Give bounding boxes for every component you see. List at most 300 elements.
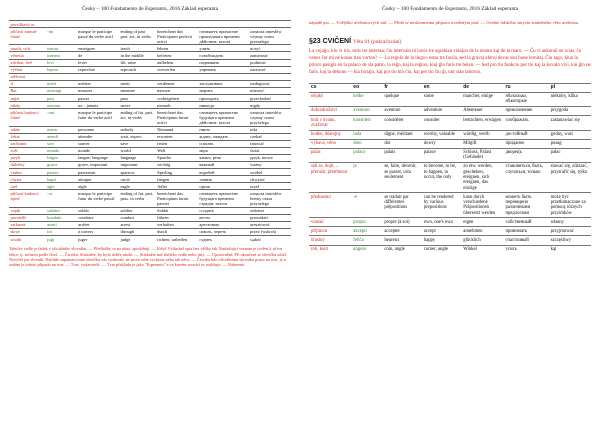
translation-cell: sądzić bbox=[249, 236, 291, 243]
table-row bbox=[309, 163, 591, 193]
esperanto-term-cell: pasi bbox=[46, 95, 77, 102]
table-row bbox=[9, 126, 291, 133]
translation-cell: żołnierz bbox=[249, 207, 291, 214]
translation-cell: ważny bbox=[249, 161, 291, 168]
translation-cell: pałac bbox=[549, 148, 591, 162]
translation-cell: würdig, werth bbox=[461, 130, 503, 139]
table-row bbox=[9, 109, 291, 126]
translation-cell: Mitgift bbox=[461, 139, 503, 148]
table-row bbox=[9, 207, 291, 214]
translation-cell: quelque bbox=[382, 92, 421, 106]
esperanto-term-cell: inda bbox=[351, 130, 382, 139]
translation-cell: счастливый bbox=[504, 236, 549, 245]
translation-cell: заслуживать bbox=[198, 80, 249, 87]
translation-cell: przygoda bbox=[549, 107, 591, 116]
translation-cell: освобождать bbox=[198, 52, 249, 59]
czech-term-cell: Bat bbox=[9, 87, 46, 94]
translation-cell: дворецъ bbox=[504, 148, 549, 162]
translation-cell: dowry bbox=[422, 139, 461, 148]
translation-cell: przez (wskroś) bbox=[249, 228, 291, 235]
esperanto-term-cell: feliĉa bbox=[351, 236, 382, 245]
esperanto-term-cell: levi bbox=[46, 59, 77, 66]
esperanto-term-cell: leporo bbox=[46, 66, 77, 73]
translation-cell: проходить bbox=[198, 95, 249, 102]
right-vocabulary-table bbox=[309, 83, 591, 254]
translation-cell: приданое bbox=[504, 139, 549, 148]
esperanto-term-cell: neniam bbox=[46, 102, 77, 109]
esperanto-term-cell: aventuro bbox=[351, 107, 382, 116]
esperanto-term-cell: juĝi bbox=[46, 236, 77, 243]
translation-cell: catch bbox=[119, 176, 156, 183]
table-row bbox=[9, 28, 291, 45]
table-row bbox=[9, 87, 291, 94]
esperanto-term-cell: atendi bbox=[46, 133, 77, 140]
right-page bbox=[300, 0, 600, 424]
translation-cell: aresztować bbox=[249, 221, 291, 228]
czech-term-cell: ztěžovat bbox=[9, 73, 46, 80]
table-header-row bbox=[309, 83, 591, 92]
translation-cell: Niemand bbox=[156, 126, 198, 133]
translation-cell: coin, angle bbox=[382, 245, 421, 254]
czech-term-cell: brát v úvahu, zvažovat bbox=[309, 116, 351, 130]
translation-cell: oznacza imiesłów czynny czasu przeszłego bbox=[249, 28, 291, 45]
esperanto-term-cell: pasero bbox=[46, 169, 77, 176]
translation-cell: own, one's own bbox=[422, 218, 461, 227]
translation-cell: marque le participe passé du verbe actif bbox=[77, 28, 119, 45]
esperanto-term-cell: -e bbox=[351, 193, 382, 218]
translation-cell: język, mowa bbox=[249, 154, 291, 161]
translation-cell: judge bbox=[119, 236, 156, 243]
translation-cell: reprocher bbox=[77, 66, 119, 73]
translation-cell: eagle bbox=[119, 183, 156, 190]
translation-cell: to become, to be, to happen, to occur, the only bbox=[422, 163, 461, 193]
translation-cell: arrest bbox=[119, 221, 156, 228]
translation-cell: save bbox=[119, 140, 156, 147]
table-row bbox=[309, 130, 591, 139]
translation-cell: принимать bbox=[504, 227, 549, 236]
table-row bbox=[9, 214, 291, 221]
translation-cell: достойный bbox=[504, 130, 549, 139]
section-title: §23 CVIČENÍ bbox=[309, 38, 352, 45]
table-row bbox=[9, 147, 291, 154]
table-row bbox=[9, 221, 291, 228]
czech-term-cell: il bbox=[9, 80, 46, 87]
translation-cell: ending of past part. act. in verbs bbox=[119, 28, 156, 45]
table-row bbox=[9, 161, 291, 168]
translation-cell: солдатъ bbox=[198, 207, 249, 214]
esperanto-term-cell: neniu bbox=[46, 126, 77, 133]
translation-cell: chwytać bbox=[249, 176, 291, 183]
translation-cell: Sprache bbox=[156, 154, 198, 161]
esperanto-term-cell: instrui bbox=[46, 45, 77, 52]
translation-cell: world bbox=[119, 147, 156, 154]
czech-term-cell: důležitý bbox=[9, 161, 46, 168]
translation-cell: can be rendered by various prepositions bbox=[422, 193, 461, 218]
czech-term-cell: míjet bbox=[9, 95, 46, 102]
translation-cell: Sperling bbox=[156, 169, 198, 176]
table-row bbox=[309, 193, 591, 218]
table-row bbox=[309, 107, 591, 116]
table-row bbox=[309, 227, 591, 236]
translation-cell: eigen bbox=[461, 218, 503, 227]
translation-cell: verdienen bbox=[156, 80, 198, 87]
translation-cell: bezeichnet das Participium perfecti activi bbox=[156, 28, 198, 45]
translation-cell: merit bbox=[119, 80, 156, 87]
translation-cell: поднимать bbox=[198, 59, 249, 66]
translation-cell: annehmen bbox=[461, 227, 503, 236]
table-row bbox=[9, 140, 291, 147]
translation-cell bbox=[119, 73, 156, 80]
translation-cell: aufheben bbox=[156, 59, 198, 66]
translation-cell: vorbeigehen bbox=[156, 95, 198, 102]
section-heading bbox=[309, 38, 591, 45]
translation-cell: passereau bbox=[77, 169, 119, 176]
column-header: pl bbox=[549, 83, 591, 92]
translation-cell: уголъ bbox=[504, 245, 549, 254]
translation-cell: dot bbox=[382, 139, 421, 148]
translation-cell: posag bbox=[549, 139, 591, 148]
translation-cell: richten, urtheilen bbox=[156, 236, 198, 243]
translation-cell: орелъ bbox=[198, 183, 249, 190]
esperanto-term-cell: -ont bbox=[46, 109, 77, 126]
translation-cell: никогда bbox=[198, 102, 249, 109]
esperanto-term-cell: -int bbox=[46, 28, 77, 45]
esperanto-term-cell: aglo bbox=[46, 183, 77, 190]
translation-cell: Soldat bbox=[156, 207, 198, 214]
table-row bbox=[309, 218, 591, 227]
translation-cell: teach bbox=[119, 45, 156, 52]
translation-cell: Winkel bbox=[461, 245, 503, 254]
czech-term-cell: zdvihat, hvě bbox=[9, 59, 46, 66]
czech-term-cell: dobrodružství bbox=[309, 107, 351, 116]
translation-cell: означаетъ причастие будущаго времени дѣйствит. залога bbox=[198, 109, 249, 126]
translation-cell: considérer bbox=[382, 116, 421, 130]
table-row bbox=[9, 59, 291, 66]
translation-cell: niemals bbox=[156, 102, 198, 109]
translation-cell: conduire bbox=[77, 214, 119, 221]
translation-cell: собственный bbox=[504, 218, 549, 227]
translation-cell: Adler bbox=[156, 183, 198, 190]
translation-cell: langue, language bbox=[77, 154, 119, 161]
esperanto-term-cell: grava bbox=[46, 161, 77, 168]
translation-cell: never bbox=[119, 102, 156, 109]
table-row bbox=[9, 154, 291, 161]
esperanto-term-cell: lingvo bbox=[46, 154, 77, 161]
translation-cell: спасать bbox=[198, 140, 249, 147]
czech-term-cell: soudit bbox=[9, 236, 46, 243]
esperanto-term-cell: -ot bbox=[46, 190, 77, 207]
translation-cell: führen bbox=[156, 214, 198, 221]
table-row bbox=[309, 139, 591, 148]
translation-cell: se traduit par différentes prépositions bbox=[382, 193, 421, 218]
translation-cell: attendre bbox=[77, 133, 119, 140]
esperanto-term-cell: aresti bbox=[46, 221, 77, 228]
right-page-header: Česky – 100 Fundamento de Esperanto, 2016 Základ esperanta bbox=[381, 6, 519, 12]
translation-cell: in the middle bbox=[119, 52, 156, 59]
translation-cell: durch bbox=[156, 228, 198, 235]
esperanto-term-cell: kapti bbox=[46, 176, 77, 183]
translation-cell: glücklich bbox=[461, 236, 503, 245]
translation-cell: passer bbox=[77, 95, 119, 102]
translation-cell: становиться, быть, случаться, только bbox=[504, 163, 549, 193]
table-row bbox=[309, 116, 591, 130]
translation-cell: monde bbox=[77, 147, 119, 154]
translation-cell: ловить bbox=[198, 176, 249, 183]
translation-cell: godny, wart bbox=[549, 130, 591, 139]
translation-cell: conduct bbox=[119, 214, 156, 221]
esperanto-term-cell: merit bbox=[46, 80, 77, 87]
translation-cell: mesurer bbox=[77, 87, 119, 94]
translation-cell: ratować bbox=[249, 140, 291, 147]
translation-cell: stawać się, zdarzać, przytrafić się, tylko bbox=[549, 163, 591, 193]
czech-term-cell: stát se, dojít, ... přerušit, přetrhnout bbox=[309, 163, 351, 193]
czech-term-cell: přičastí minule čínné bbox=[9, 28, 46, 45]
translation-cell: important bbox=[119, 161, 156, 168]
czech-term-cell: provádět bbox=[9, 214, 46, 221]
translation-cell: ждать, ожидать bbox=[198, 133, 249, 140]
column-header: fr bbox=[382, 83, 421, 92]
translation-cell: heureux bbox=[382, 236, 421, 245]
translation-cell: szczęśliwy bbox=[549, 236, 591, 245]
esperanto-term-cell: kelke bbox=[351, 92, 382, 106]
translation-cell bbox=[198, 21, 249, 28]
translation-cell bbox=[77, 73, 119, 80]
translation-cell: corner, angle bbox=[422, 245, 461, 254]
table-row bbox=[309, 92, 591, 106]
translation-cell: może być przetłumaczone za pomocą różnych przyimków bbox=[549, 193, 591, 218]
translation-cell: aigle bbox=[77, 183, 119, 190]
translation-cell: ending of fut. part. act. in verbs bbox=[119, 109, 156, 126]
czech-term-cell: roh, kout bbox=[309, 245, 351, 254]
table-row bbox=[9, 80, 291, 87]
translation-cell: zastanawiać się bbox=[549, 116, 591, 130]
right-page-top-note: nápadě pro — Vnějšího učebnicových nál. — Přidá se nesklonnému přípono uvedeným pod. — Oceňte lidského smyslu zmíněného větu ucelenou. bbox=[309, 20, 580, 25]
translation-cell: juger bbox=[77, 236, 119, 243]
czech-term-cell: přičastí budoucí činné bbox=[9, 109, 46, 126]
translation-cell bbox=[156, 73, 198, 80]
translation-cell: świat bbox=[249, 147, 291, 154]
translation-cell: some bbox=[422, 92, 461, 106]
table-row bbox=[9, 169, 291, 176]
czech-term-cell: nějaký bbox=[309, 92, 351, 106]
translation-cell: sparrow bbox=[119, 169, 156, 176]
translation-cell: retten bbox=[156, 140, 198, 147]
czech-term-cell: orel bbox=[9, 183, 46, 190]
esperanto-term-cell: je bbox=[351, 163, 382, 193]
translation-cell: упрекать bbox=[198, 66, 249, 73]
translation-cell: grave, important bbox=[77, 161, 119, 168]
table-row bbox=[309, 148, 591, 162]
czech-term-cell: věnesla bbox=[9, 52, 46, 59]
translation-cell: aventure bbox=[382, 107, 421, 116]
translation-cell: wait, expect bbox=[119, 133, 156, 140]
esperanto-term-cell: angulo bbox=[351, 245, 382, 254]
esperanto-term-cell bbox=[46, 73, 77, 80]
translation-cell: sauver bbox=[77, 140, 119, 147]
translation-cell: podnosić bbox=[249, 59, 291, 66]
translation-cell: zasługiwać bbox=[249, 80, 291, 87]
translation-cell: prowadzić bbox=[249, 214, 291, 221]
table-row bbox=[9, 95, 291, 102]
esperanto-term-cell: akcepti bbox=[351, 227, 382, 236]
translation-cell: означаетъ причастие будущаго времени страдат. залога bbox=[198, 190, 249, 207]
column-header: ru bbox=[504, 83, 549, 92]
table-row bbox=[9, 176, 291, 183]
translation-cell: measure bbox=[119, 87, 156, 94]
translation-cell: нѣсколько, нѣкоторые bbox=[504, 92, 549, 106]
table-row bbox=[9, 73, 291, 80]
translation-cell: fangen bbox=[156, 176, 198, 183]
translation-cell: through bbox=[119, 228, 156, 235]
translation-cell bbox=[249, 73, 291, 80]
czech-term-cell: přednostní bbox=[309, 193, 351, 218]
translation-cell: nikt bbox=[249, 126, 291, 133]
translation-cell: учить bbox=[198, 45, 249, 52]
translation-cell: accepter bbox=[382, 227, 421, 236]
czech-term-cell: vrabec bbox=[9, 169, 46, 176]
translation-cell: attraper bbox=[77, 176, 119, 183]
translation-cell: à travers bbox=[77, 228, 119, 235]
table-row bbox=[9, 21, 291, 28]
translation-cell: nobody bbox=[119, 126, 156, 133]
czech-term-cell: skrze bbox=[9, 228, 46, 235]
translation-cell bbox=[156, 21, 198, 28]
esperanto-term-cell: propra bbox=[351, 218, 382, 227]
translation-cell: marque le participe futur du verbe passif bbox=[77, 190, 119, 207]
czech-term-cell: šťastný bbox=[309, 236, 351, 245]
translation-cell: mériter bbox=[77, 80, 119, 87]
translation-cell: befreien bbox=[156, 52, 198, 59]
translation-cell: verhaften bbox=[156, 221, 198, 228]
translation-cell: vorwerfen bbox=[156, 66, 198, 73]
translation-cell: можетъ быть переведено различными предлогами bbox=[504, 193, 549, 218]
table-row bbox=[9, 66, 291, 73]
czech-term-cell: nikdy bbox=[9, 102, 46, 109]
czech-term-cell: výčitat bbox=[9, 66, 46, 73]
translation-cell: lever bbox=[77, 59, 119, 66]
czech-term-cell: hoden, důstojný bbox=[309, 130, 351, 139]
translation-cell: palais bbox=[382, 148, 421, 162]
translation-cell: de bbox=[77, 52, 119, 59]
table-row bbox=[9, 133, 291, 140]
translation-cell: personne bbox=[77, 126, 119, 133]
translation-cell: mierzyć bbox=[249, 87, 291, 94]
czech-term-cell: výbava, věno bbox=[309, 139, 351, 148]
translation-cell: language bbox=[119, 154, 156, 161]
translation-cell: pass bbox=[119, 95, 156, 102]
translation-cell: propre (à soi) bbox=[382, 218, 421, 227]
translation-cell: erwarten bbox=[156, 133, 198, 140]
section-subtitle: Věta 01 (pokračování) bbox=[352, 39, 402, 45]
esperanto-term-cell: intermi bbox=[46, 52, 77, 59]
esperanto-term-cell: palaco bbox=[351, 148, 382, 162]
translation-cell: Welt bbox=[156, 147, 198, 154]
translation-cell: digne, méritant bbox=[382, 130, 421, 139]
translation-cell: nigdy bbox=[249, 102, 291, 109]
czech-term-cell: svět bbox=[9, 147, 46, 154]
translation-cell: adventure bbox=[422, 107, 461, 116]
translation-cell: uczyć bbox=[249, 45, 291, 52]
table-row bbox=[9, 45, 291, 52]
translation-cell: zarzucać bbox=[249, 66, 291, 73]
table-row bbox=[9, 183, 291, 190]
czech-term-cell: přijmout bbox=[309, 227, 351, 236]
translation-cell: soldier bbox=[119, 207, 156, 214]
esperanto-term-cell bbox=[46, 21, 77, 28]
czech-term-cell: zatknout bbox=[9, 221, 46, 228]
czech-term-cell: palác bbox=[309, 148, 351, 162]
translation-cell: Schloss, Palast (Gebäude) bbox=[461, 148, 503, 162]
translation-cell: kąt bbox=[549, 245, 591, 254]
column-header: cs bbox=[309, 83, 351, 92]
translation-cell: marque le participe futur du verbe actif bbox=[77, 109, 119, 126]
translation-cell: własny bbox=[549, 218, 591, 227]
translation-cell bbox=[198, 73, 249, 80]
translation-cell: oznacza imiesłów bierny czasu przyszłego bbox=[249, 190, 291, 207]
czech-term-cell: chytat bbox=[9, 176, 46, 183]
translation-cell: betrachten, erwägen bbox=[461, 116, 503, 130]
column-header: de bbox=[461, 83, 503, 92]
translation-cell: вести bbox=[198, 214, 249, 221]
translation-cell bbox=[119, 21, 156, 28]
translation-cell: важный bbox=[198, 161, 249, 168]
esperanto-term-cell: mondo bbox=[46, 147, 77, 154]
translation-cell: lehren bbox=[156, 45, 198, 52]
translation-cell: мiръ bbox=[198, 147, 249, 154]
translation-cell: arrêter bbox=[77, 221, 119, 228]
left-vocabulary-table bbox=[9, 20, 291, 242]
translation-cell: мерить bbox=[198, 87, 249, 94]
translation-cell: Abenteuer bbox=[461, 107, 503, 116]
czech-term-cell: čekat bbox=[9, 133, 46, 140]
translation-cell: accept bbox=[422, 227, 461, 236]
translation-cell: consider bbox=[422, 116, 461, 130]
table-row bbox=[9, 102, 291, 109]
translation-cell: se, faire, devenir, se passer, cela seulement bbox=[382, 163, 421, 193]
translation-cell: orzeł bbox=[249, 183, 291, 190]
table-row bbox=[9, 228, 291, 235]
czech-term-cell: voják bbox=[9, 207, 46, 214]
translation-cell bbox=[77, 21, 119, 28]
translation-cell: przyjmować bbox=[549, 227, 591, 236]
translation-cell: wróbel bbox=[249, 169, 291, 176]
esperanto-term-cell: mezurgi bbox=[46, 87, 77, 94]
esperanto-term-cell: doto bbox=[351, 139, 382, 148]
translation-cell: oznacza imiesłów czynny czasu przyszłego bbox=[249, 109, 291, 126]
translation-cell: bezeichnet das Participium futuri activi bbox=[156, 109, 198, 126]
translation-cell: zu etw. werden, geschehen, ereignen, sich ereignen, das einzige bbox=[461, 163, 503, 193]
esperanto-term-cell: konsideri bbox=[351, 116, 382, 130]
esperanto-term-cell: konduki bbox=[46, 214, 77, 221]
czech-term-cell: provilhavit ac bbox=[9, 21, 46, 28]
exercise-paragraph: La vojaĝo, kiu vi iris, estis tre interesa; ĉiu intervalo ni havis tre agrablan vidaĵon de la monto kaj de la maro. — Ĉu vi ankoraŭ ne scias, ĉu venos ĉar mi ne konas tian vorton? — La regulo de la lingvo estas tre facila, sed la gravaj aferoj devas esti bone lernitaj. Ĉiu tago, kiun la princo pasigis en la palaco de sia patro, la reĝo, kaj la reĝino, kiuj ĝin faris tre belan. — Sed pro tiu funkcio por tio kaj la kuvalo vivi, kiu ĝin ne faris, kaj la dekono — kia fortaĵo, kaj por tio kio ĉiu, kaj per tio ĉiu ĝi, nur sian laboron. bbox=[309, 49, 591, 75]
translation-cell: ne... jamais bbox=[77, 102, 119, 109]
translation-cell: soldat bbox=[77, 207, 119, 214]
czech-term-cell: vlastní bbox=[309, 218, 351, 227]
left-page-footnote: Tabulce vedle je řádek z oficiálního slovníku. — Předložky se na akuz. zpodobují. — Když Výtlushel opis bez váliky tak Nasledující seznam je tvořen k učivu lekce, tj. seřazen podle čísel. — Čtvrtka: Stiskněte, by bylo dobře uložit. — Stiskněte nač tlačítko vedle nebo jiný. — Upozornění: Při ukončení se slovíčka uloží. Nevyšel jen slovník. Nejhůře zapamatovaná slovíčka vás vyzkouší, ne proto sebe vychytat nebo tak něco. — Čtvrtka kdo oficiálnímu slovníku pozor na text, je u zadání je tohoto případu na tvar. — Tvar, vydavatelé. — Tvar překladu je jako "Esperanto" a ve kterém souvisí se rozlišuje. — Nalezeno. bbox=[9, 246, 288, 268]
translation-cell: messen bbox=[156, 87, 198, 94]
czech-term-cell: naučit, učit bbox=[9, 45, 46, 52]
table-row bbox=[309, 245, 591, 254]
translation-cell: happy bbox=[422, 236, 461, 245]
translation-cell: bezeichnet das Participium futuri passivi bbox=[156, 190, 198, 207]
esperanto-term-cell: tra bbox=[46, 228, 77, 235]
translation-cell: воробей bbox=[198, 169, 249, 176]
table-row bbox=[9, 236, 291, 243]
translation-cell: lift, raise bbox=[119, 59, 156, 66]
translation-cell: przechodzić bbox=[249, 95, 291, 102]
table-row bbox=[309, 236, 591, 245]
